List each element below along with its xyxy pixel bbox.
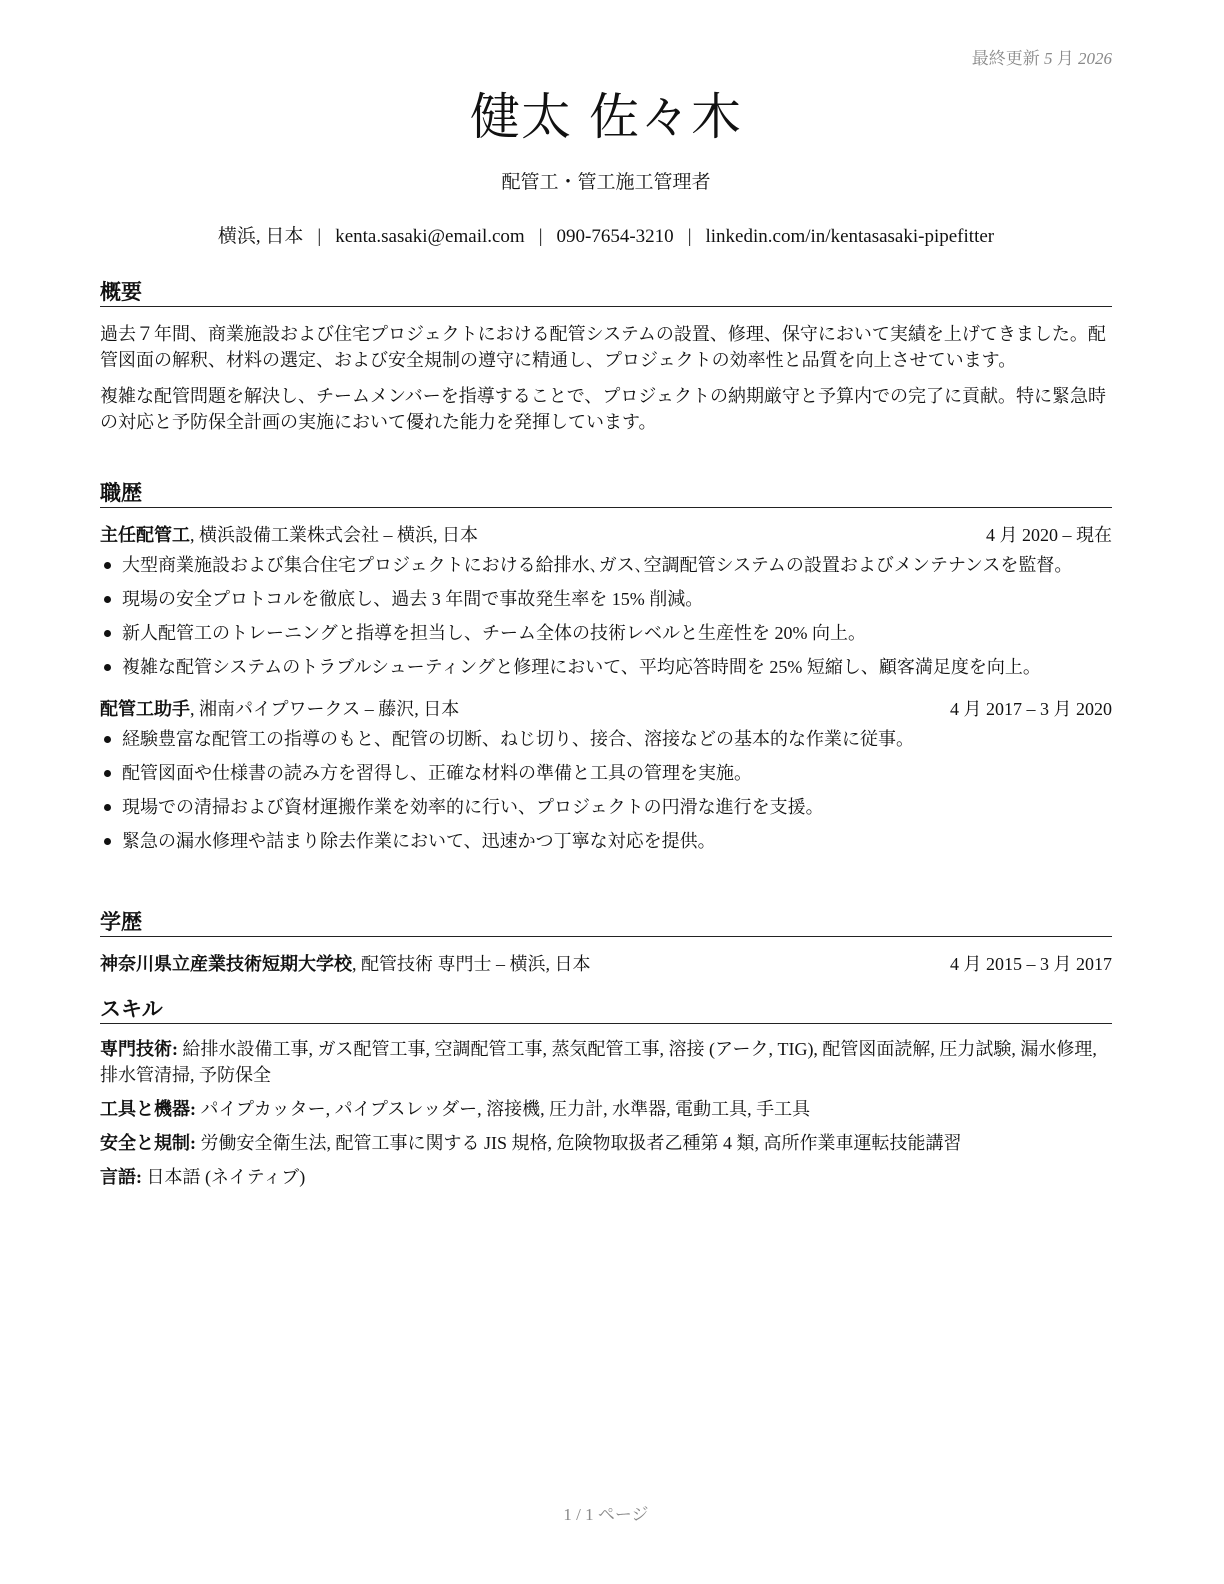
education-school: 神奈川県立産業技術短期大学校 — [100, 954, 352, 974]
job-title: 配管工・管工施工管理者 — [501, 172, 711, 193]
resume-page — [100, 0, 1112, 1584]
candidate-name: 健太 佐々木 — [470, 88, 742, 146]
skill-line — [100, 1164, 1112, 1190]
summary-paragraph: 過去７年間、商業施設および住宅プロジェクトにおける配管システムの設置、修理、保守において実績を上げてきました。配管図面の解釈、材料の選定、および安全規制の遵守に精通し、プロジェクトの効率性と品質を向上させています。 — [100, 324, 1106, 370]
education-section — [100, 908, 1112, 977]
skills-heading: スキル — [100, 995, 1112, 1024]
skill-line — [100, 1096, 1112, 1122]
contact-separator: | — [687, 226, 692, 247]
job-header — [100, 696, 1112, 722]
job-org: , 湘南パイプワークス – 藤沢, 日本 — [190, 699, 460, 719]
job-header — [100, 522, 1112, 548]
skills-section — [100, 995, 1112, 1198]
job-entry — [100, 696, 1112, 854]
education-heading: 学歴 — [100, 908, 1112, 937]
job-bullet: 複雑な配管システムのトラブルシューティングと修理において、平均応答時間を 25% 短縮し、顧客満足度を向上。 — [100, 654, 1112, 680]
page-indicator: 1 / 1 ページ — [563, 1505, 649, 1524]
last-updated-year: 2026 — [1078, 49, 1112, 68]
skill-label: 言語: — [100, 1167, 142, 1187]
job-bullets — [100, 552, 1112, 680]
contact-phone[interactable]: 090-7654-3210 — [556, 226, 674, 247]
last-updated-month: 5 — [1044, 49, 1053, 68]
job-dates: 4 月 2017 – 3 月 2020 — [950, 699, 1112, 719]
job-bullet: 現場での清掃および資材運搬作業を効率的に行い、プロジェクトの円滑な進行を支援。 — [100, 794, 1112, 820]
last-updated — [972, 44, 1112, 69]
contact-email[interactable]: kenta.sasaki@email.com — [335, 226, 525, 247]
job-bullet: 緊急の漏水修理や詰まり除去作業において、迅速かつ丁寧な対応を提供。 — [100, 828, 1112, 854]
job-role: 配管工助手 — [100, 699, 190, 719]
contact-separator: | — [317, 226, 322, 247]
skill-line — [100, 1130, 1112, 1156]
job-dates: 4 月 2020 – 現在 — [986, 525, 1112, 545]
education-dates: 4 月 2015 – 3 月 2017 — [950, 954, 1112, 974]
skill-line — [100, 1036, 1112, 1088]
skills-list — [100, 1036, 1112, 1190]
education-entry — [100, 951, 1112, 977]
job-bullets — [100, 726, 1112, 854]
education-detail: , 配管技術 専門士 – 横浜, 日本 — [352, 954, 591, 974]
contact-location: 横浜, 日本 — [217, 226, 304, 247]
last-updated-prefix: 最終更新 — [971, 49, 1040, 68]
summary-heading: 概要 — [100, 278, 1112, 307]
job-bullet: 現場の安全プロトコルを徹底し、過去 3 年間で事故発生率を 15% 削減。 — [100, 586, 1112, 612]
experience-heading: 職歴 — [100, 479, 1112, 508]
skill-label: 安全と規制: — [100, 1133, 196, 1153]
contact-line — [60, 224, 1152, 250]
job-org: , 横浜設備工業株式会社 – 横浜, 日本 — [190, 525, 478, 545]
last-updated-month-unit: 月 — [1056, 49, 1074, 68]
skill-value: 労働安全衛生法, 配管工事に関する JIS 規格, 危険物取扱者乙種第 4 類, 高所作業車運転技能講習 — [196, 1133, 962, 1153]
skill-label: 工具と機器: — [100, 1099, 196, 1119]
job-bullet: 大型商業施設および集合住宅プロジェクトにおける給排水､ガス､空調配管システムの設置およびメンテナンスを監督。 — [100, 552, 1112, 578]
skill-value: 日本語 (ネイティブ) — [142, 1167, 306, 1187]
contact-separator: | — [538, 226, 543, 247]
job-role: 主任配管工 — [100, 525, 190, 545]
education-school-detail — [100, 951, 591, 977]
skill-value: パイプカッター, パイプスレッダー, 溶接機, 圧力計, 水準器, 電動工具, 手工具 — [196, 1099, 811, 1119]
skill-label: 専門技術: — [100, 1039, 178, 1059]
contact-linkedin[interactable]: linkedin.com/in/kentasasaki-pipefitter — [705, 226, 995, 247]
job-bullet: 配管図面や仕様書の読み方を習得し、正確な材料の準備と工具の管理を実施。 — [100, 760, 1112, 786]
job-role-org — [100, 522, 478, 548]
job-entry — [100, 522, 1112, 680]
summary-paragraph: 複雑な配管問題を解決し、チームメンバーを指導することで、プロジェクトの納期厳守と予算内での完了に貢献。特に緊急時の対応と予防保全計画の実施において優れた能力を発揮しています。 — [100, 386, 1107, 432]
job-bullet: 新人配管工のトレーニングと指導を担当し、チーム全体の技術レベルと生産性を 20% 向上。 — [100, 620, 1112, 646]
summary-section — [100, 278, 1112, 435]
job-bullet: 経験豊富な配管工の指導のもと、配管の切断、ねじ切り、接合、溶接などの基本的な作業に従事。 — [100, 726, 1112, 752]
experience-section — [100, 479, 1112, 862]
skill-value: 給排水設備工事, ガス配管工事, 空調配管工事, 蒸気配管工事, 溶接 (アーク, TIG), 配管図面読解, 圧力試験, 漏水修理, 排水管清掃, 予防保全 — [100, 1039, 1097, 1085]
job-role-org — [100, 696, 459, 722]
